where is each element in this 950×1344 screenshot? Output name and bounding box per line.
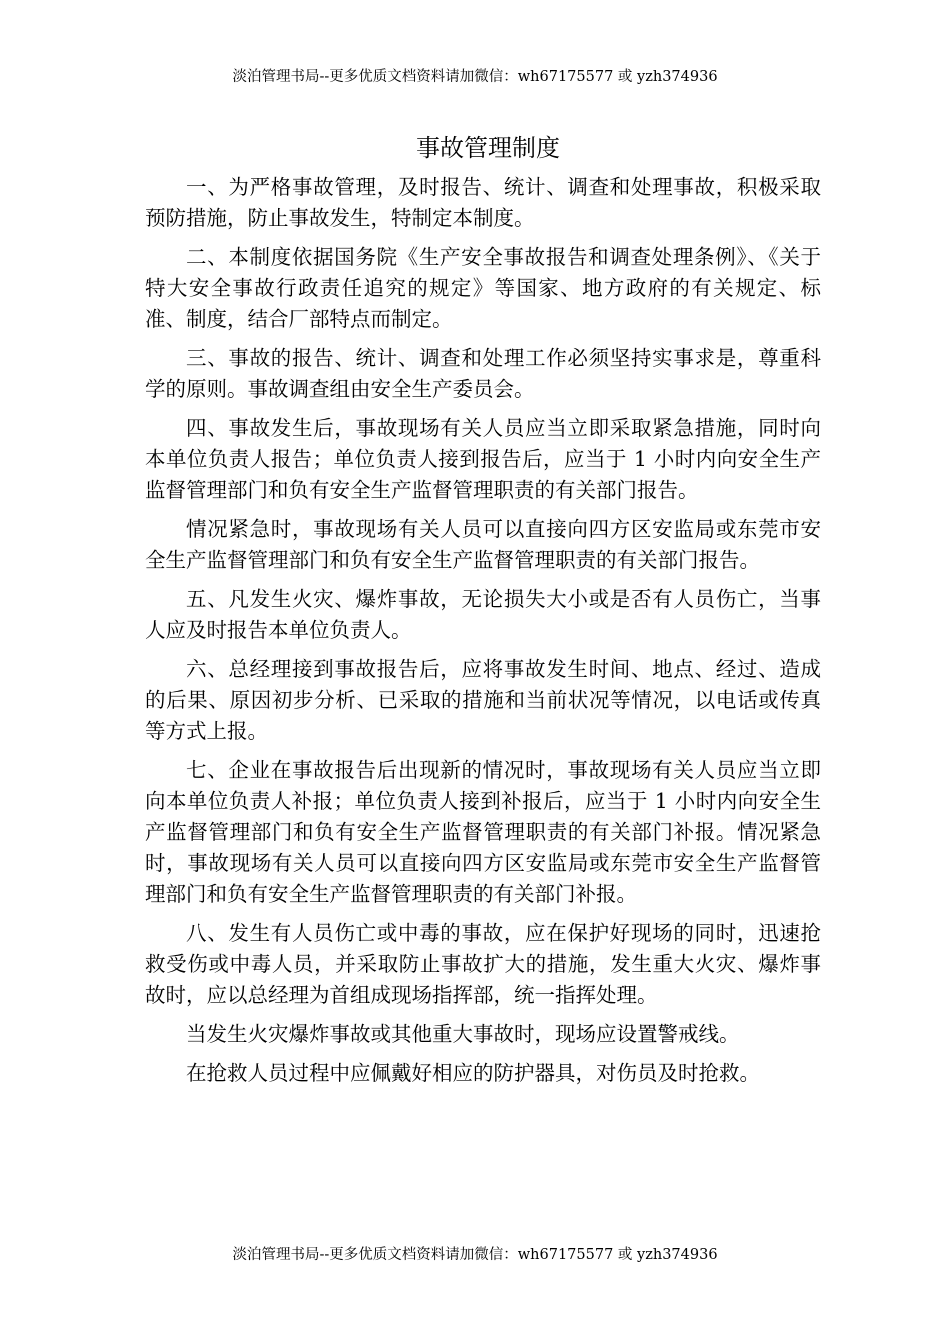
paragraph-2: 二、本制度依据国务院《生产安全事故报告和调查处理条例》、《关于特大安全事故行政责任追究的规定》等国家、地方政府的有关规定、标准、制度，结合厂部特点而制定。 <box>145 245 821 331</box>
paragraph-6: 五、凡发生火灾、爆炸事故，无论损失大小或是否有人员伤亡，当事人应及时报告本单位负责人。 <box>145 587 821 642</box>
footer-note: 淡泊管理书局--更多优质文档资料请加微信：wh67175577 或 yzh374936 <box>232 1247 718 1263</box>
paragraph-1: 一、为严格事故管理，及时报告、统计、调查和处理事故，积极采取预防措施，防止事故发生，特制定本制度。 <box>145 175 821 230</box>
header-note: 淡泊管理书局--更多优质文档资料请加微信：wh67175577 或 yzh374936 <box>232 69 718 85</box>
paragraph-5: 情况紧急时，事故现场有关人员可以直接向四方区安监局或东莞市安全生产监督管理部门和负有安全生产监督管理职责的有关部门报告。 <box>145 517 821 572</box>
paragraph-11: 在抢救人员过程中应佩戴好相应的防护器具，对伤员及时抢救。 <box>186 1061 760 1085</box>
paragraph-10: 当发生火灾爆炸事故或其他重大事故时，现场应设置警戒线。 <box>186 1022 740 1046</box>
document-title: 事故管理制度 <box>416 134 560 162</box>
paragraph-8: 七、企业在事故报告后出现新的情况时，事故现场有关人员应当立即向本单位负责人补报；单位负责人接到补报后，应当于 1 小时内向安全生产监督管理部门和负有安全生产监督管理职责的有关部门补报。情况紧急时，事故现场有关人员可以直接向四方区安监局或东莞市安全生产监督管理部门和负有安全生产监督管理职责的有关部门补报。 <box>145 758 821 906</box>
document-body <box>145 172 821 1097</box>
paragraph-9: 八、发生有人员伤亡或中毒的事故，应在保护好现场的同时，迅速抢救受伤或中毒人员，并采取防止事故扩大的措施，发生重大火灾、爆炸事故时，应以总经理为首组成现场指挥部，统一指挥处理。 <box>145 921 821 1007</box>
paragraph-3: 三、事故的报告、统计、调查和处理工作必须坚持实事求是，尊重科学的原则。事故调查组由安全生产委员会。 <box>145 346 821 401</box>
paragraph-7: 六、总经理接到事故报告后，应将事故发生时间、地点、经过、造成的后果、原因初步分析、已采取的措施和当前状况等情况，以电话或传真等方式上报。 <box>145 657 821 743</box>
paragraph-4: 四、事故发生后，事故现场有关人员应当立即采取紧急措施，同时向本单位负责人报告；单位负责人接到报告后，应当于 1 小时内向安全生产监督管理部门和负有安全生产监督管理职责的有关部门报告。 <box>145 416 821 502</box>
